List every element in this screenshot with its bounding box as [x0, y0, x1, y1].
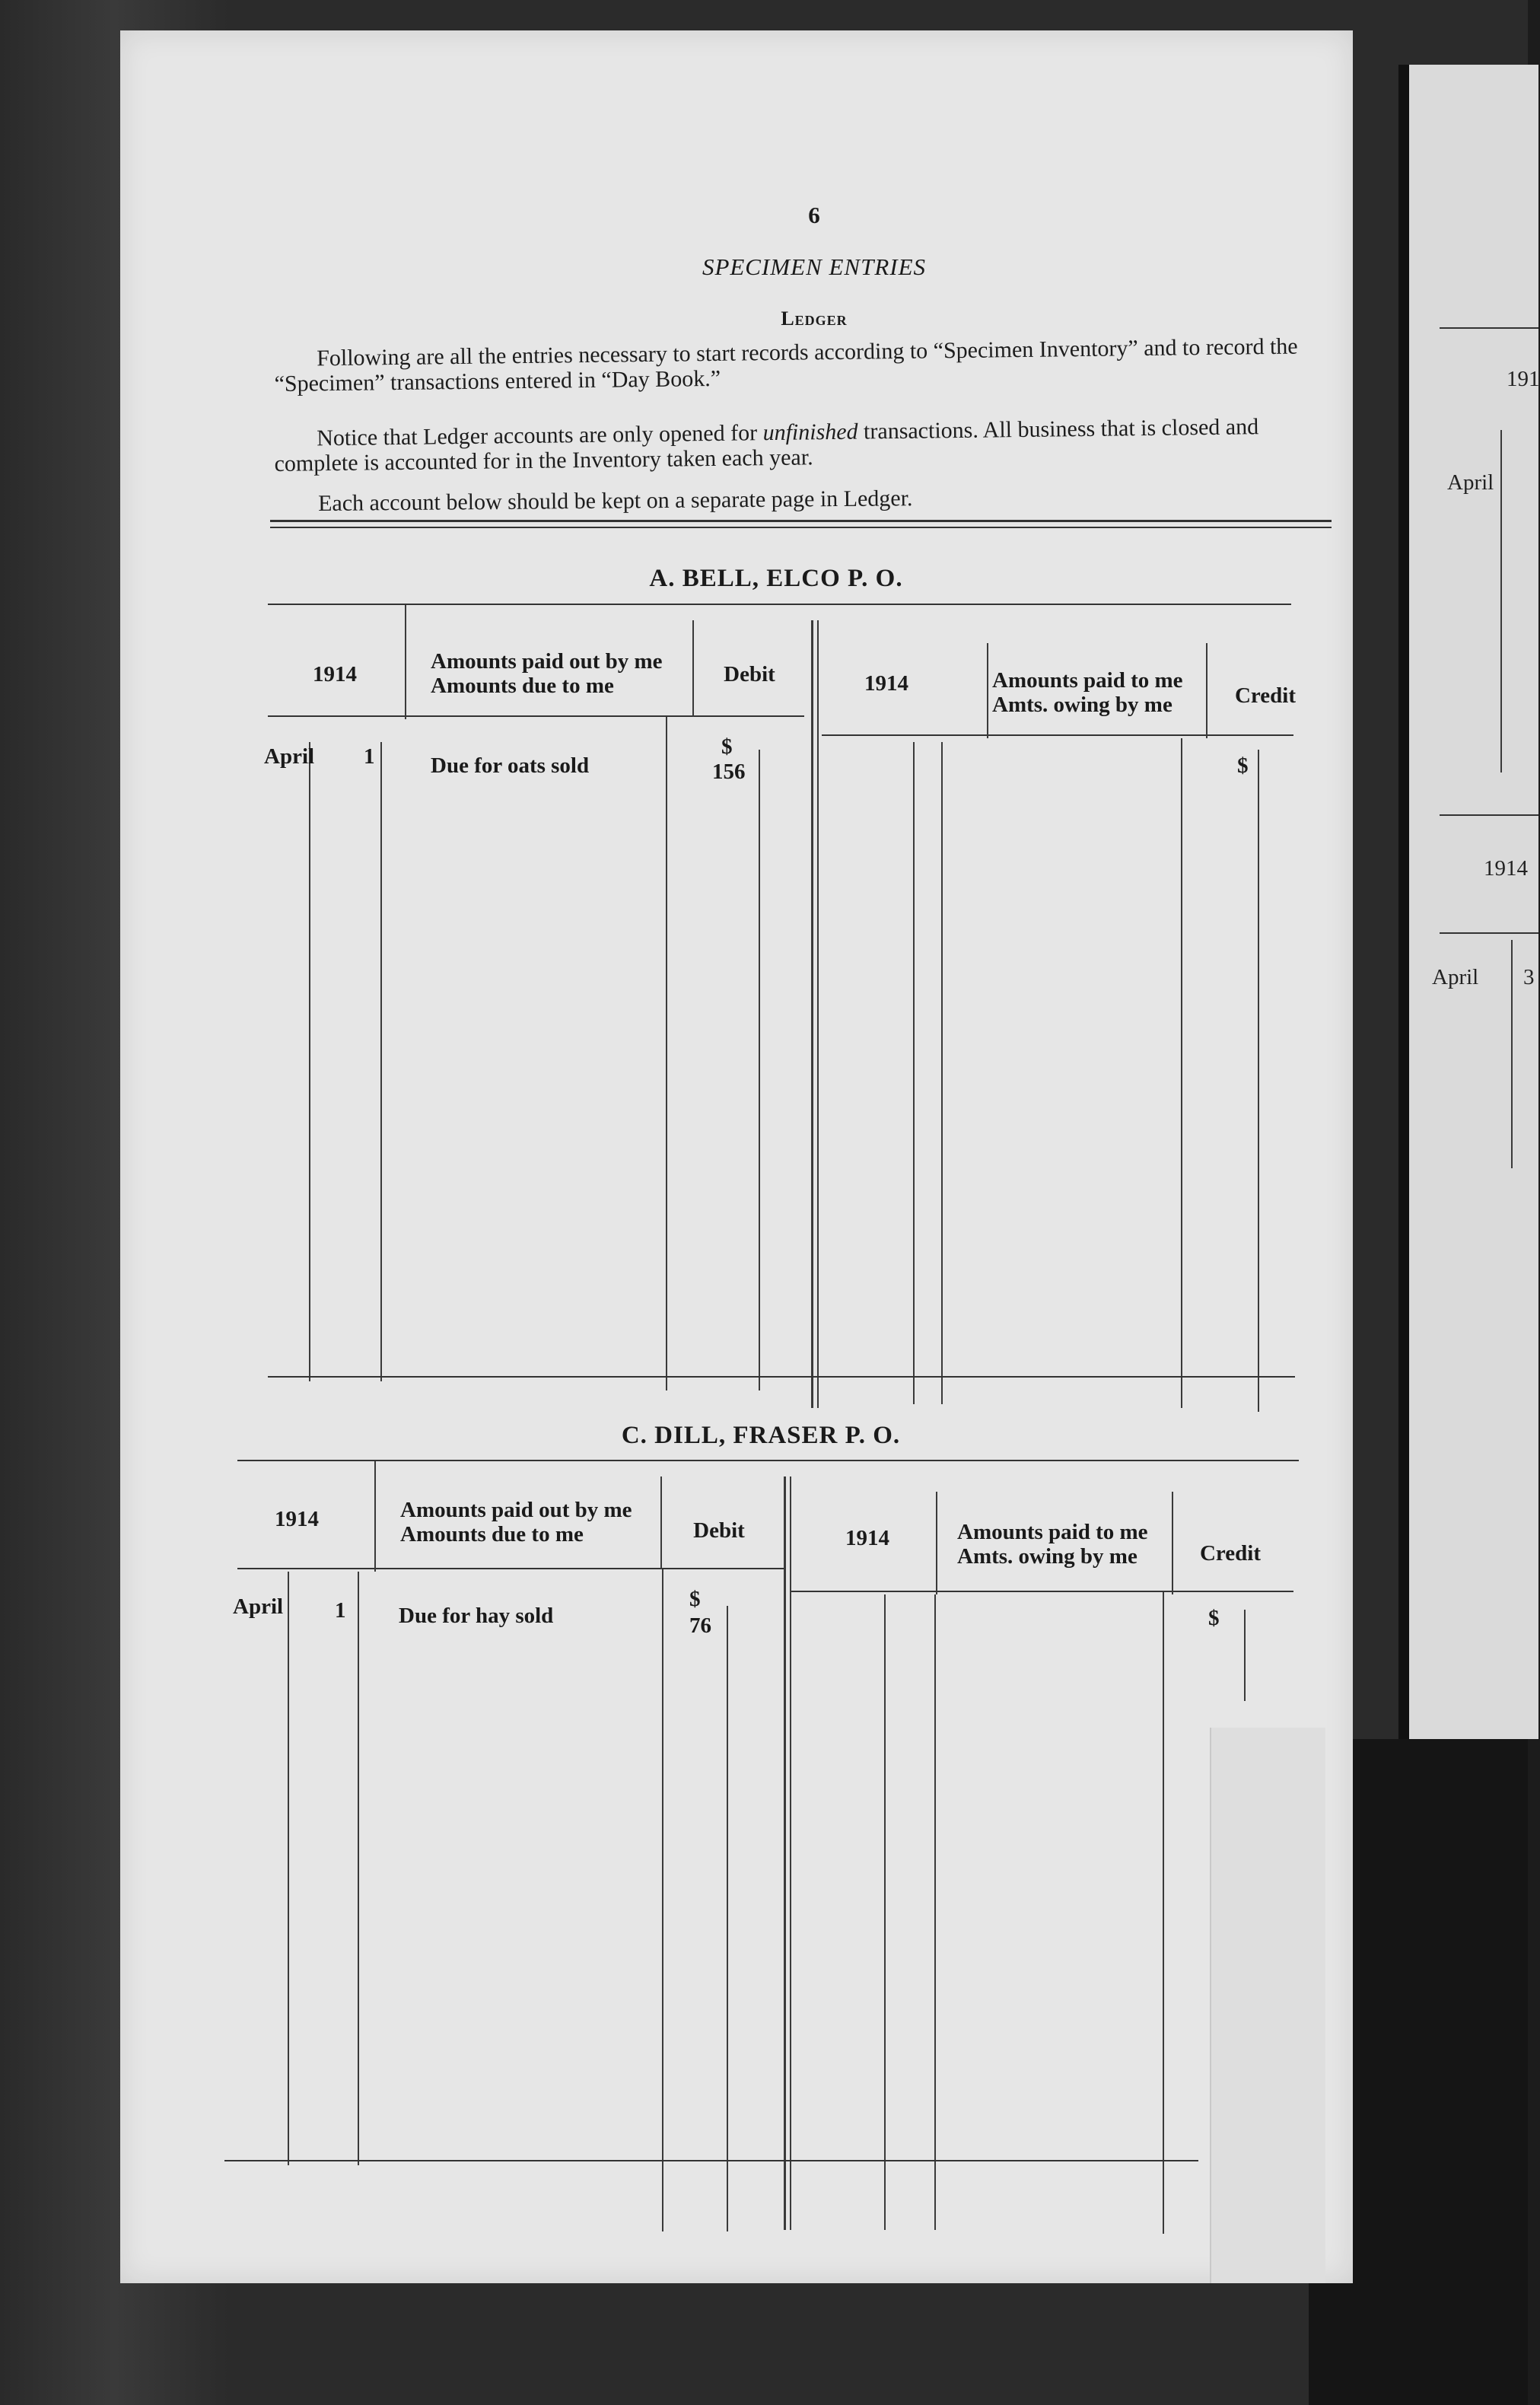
adjacent-year-top: 191 [1507, 367, 1540, 391]
credit-header: Credit [1199, 1541, 1261, 1566]
table-top-rule [268, 604, 1291, 605]
date-column-line [380, 742, 382, 1381]
instruction-paragraph: Each account below should be kept on a separate page in Ledger. [318, 486, 913, 516]
right-description-header [957, 1520, 1185, 1569]
center-divider [811, 620, 813, 1408]
date-column-line [358, 1572, 359, 2165]
right-year-header: 1914 [845, 1526, 889, 1550]
right-header-rule [822, 734, 1293, 736]
intro-text: Following are all the entries necessary to start records according to “Specimen Inventory” and to record the “Specimen” transactions entered in “Day Book.” [274, 333, 1298, 397]
table-bottom-rule [268, 1376, 1295, 1378]
credit-cents-line [1244, 1610, 1246, 1701]
ledger-heading: Ledger [781, 307, 848, 330]
debit-header: Debit [693, 1518, 745, 1543]
adjacent-day-mid: 3 [1523, 965, 1535, 989]
left-header-rule [268, 715, 804, 717]
right-header-rule [791, 1591, 1293, 1592]
column-divider [405, 605, 406, 719]
adjacent-rule [1440, 932, 1538, 934]
left-year-header: 1914 [275, 1507, 319, 1531]
right-date-column-line [913, 742, 915, 1404]
credit-cents-line [1258, 750, 1259, 1412]
account-title: A. BELL, ELCO P. O. [649, 565, 903, 592]
notice-text-after: transactions. All business that is closed and complete is accounted for in the Inventory taken each year. [274, 414, 1259, 476]
entry-month: April [264, 744, 315, 769]
column-divider [936, 1492, 937, 1594]
right-date-column-line [884, 1594, 886, 2230]
right-desc-line-1: Amounts paid to me [992, 668, 1183, 693]
left-desc-line-2: Amounts due to me [400, 1522, 584, 1547]
right-date-column-line [934, 1594, 936, 2230]
adjacent-year-mid: 1914 [1484, 856, 1528, 881]
entry-day: 1 [335, 1598, 346, 1623]
left-desc-line-1: Amounts paid out by me [431, 649, 663, 674]
debit-cents-line [759, 750, 760, 1390]
column-divider [692, 620, 694, 717]
credit-column-line [1181, 738, 1182, 1408]
date-column-line [309, 742, 310, 1381]
adjacent-page [1398, 65, 1538, 1739]
left-header-rule [237, 1568, 785, 1569]
date-column-line [288, 1572, 289, 2165]
right-description-header [992, 668, 1220, 717]
section-title: SPECIMEN ENTRIES [702, 253, 927, 280]
right-desc-line-2: Amts. owing by me [957, 1544, 1138, 1569]
page-number: 6 [808, 202, 820, 228]
center-divider [790, 1476, 791, 2230]
adjacent-column-line [1500, 430, 1502, 772]
debit-column-line [666, 717, 667, 1390]
center-divider [817, 620, 819, 1408]
right-desc-line-2: Amts. owing by me [992, 693, 1172, 717]
column-divider [660, 1476, 662, 1569]
left-year-header: 1914 [313, 662, 357, 686]
section-divider [270, 520, 1332, 522]
notice-emphasis: unfinished [762, 419, 858, 446]
left-desc-line-2: Amounts due to me [431, 674, 614, 698]
adjacent-month-top: April [1447, 470, 1494, 495]
center-divider [784, 1476, 786, 2230]
table-top-rule [237, 1460, 1299, 1461]
column-divider [987, 643, 988, 738]
section-divider [270, 527, 1332, 528]
debit-cents-line [727, 1606, 728, 2231]
table-bottom-rule [224, 2160, 1198, 2161]
entry-day: 1 [364, 744, 375, 769]
left-description-header [431, 649, 689, 698]
entry-amount: 156 [712, 760, 746, 784]
column-divider [1172, 1492, 1173, 1594]
entry-description: Due for hay sold [399, 1604, 554, 1628]
notice-text-before: Notice that Ledger accounts are only opened for [316, 420, 763, 451]
adjacent-column-line [1511, 940, 1513, 1168]
entry-currency: $ [721, 734, 733, 759]
adjacent-month-mid: April [1432, 965, 1479, 989]
credit-column-line [1163, 1592, 1164, 2234]
debit-column-line [662, 1569, 663, 2231]
entry-amount: 76 [689, 1613, 711, 1638]
left-description-header [400, 1498, 667, 1547]
debit-header: Debit [724, 662, 775, 686]
column-divider [374, 1461, 376, 1572]
credit-currency: $ [1237, 753, 1249, 778]
adjacent-rule [1440, 327, 1538, 329]
entry-currency: $ [689, 1587, 701, 1611]
right-desc-line-1: Amounts paid to me [957, 1520, 1148, 1544]
right-year-header: 1914 [864, 671, 908, 696]
column-divider [1206, 643, 1208, 738]
page-fold [1210, 1728, 1325, 2283]
entry-description: Due for oats sold [431, 753, 590, 778]
credit-header: Credit [1234, 683, 1296, 708]
account-title: C. DILL, FRASER P. O. [621, 1422, 901, 1449]
right-date-column-line [941, 742, 943, 1404]
adjacent-rule [1440, 814, 1538, 816]
entry-month: April [233, 1594, 284, 1619]
left-desc-line-1: Amounts paid out by me [400, 1498, 632, 1522]
credit-currency: $ [1208, 1606, 1220, 1630]
